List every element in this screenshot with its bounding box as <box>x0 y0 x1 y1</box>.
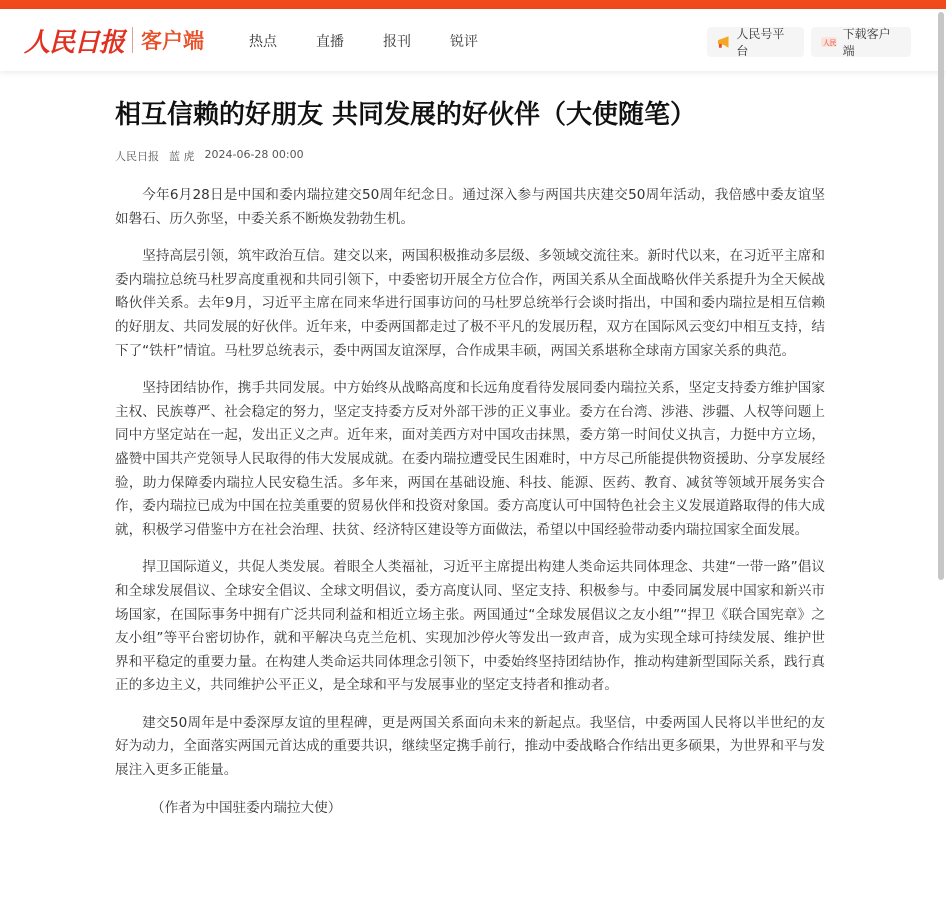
logo-wordmark: 人民日报 <box>24 27 125 58</box>
people-platform-label: 人民号平台 <box>736 27 785 58</box>
article-paragraph: 坚持高层引领，筑牢政治互信。建交以来，两国积极推动多层级、多领域交流往来。新时代以来，在习近平主席和委内瑞拉总统马杜罗高度重视和共同引领下，中委密切开展全方位合作，两国关系从全面战略伙伴关系提升为全天候战略伙伴关系。去年9月，习近平主席在同来华进行国事访问的马杜罗总统举行会谈时指出，中国和委内瑞拉是相互信赖的好朋友、共同发展的好伙伴。近年来，中委两国都走过了极不平凡的发展历程，双方在国际风云变幻中相互支持，结下了“铁杆”情谊。马杜罗总统表示，委中两国友谊深厚，合作成果丰硕，两国关系堪称全球南方国家关系的典范。 <box>115 248 825 359</box>
nav-item-papers[interactable]: 报刊 <box>383 34 411 50</box>
article-author: 蓝 虎 <box>169 150 195 163</box>
megaphone-icon <box>717 36 730 48</box>
nav-item-live[interactable]: 直播 <box>316 34 344 50</box>
svg-text:人民: 人民 <box>822 38 837 47</box>
article-meta <box>115 148 825 164</box>
logo-subtitle: 客户端 <box>141 29 205 53</box>
page-scrollbar[interactable] <box>938 12 944 580</box>
article-datetime: 2024-06-28 00:00 <box>204 148 304 161</box>
logo-divider <box>132 27 133 53</box>
app-logo-icon <box>821 36 837 48</box>
article-paragraph: 建交50周年是中委深厚友谊的里程碑，更是两国关系面向未来的新起点。我坚信，中委两国人民将以半世纪的友好为动力，全面落实两国元首达成的重要共识，继续坚定携手前行，推动中委战略合作结出更多硕果，为世界和平与发展注入更多正能量。 <box>115 714 825 779</box>
article-title: 相互信赖的好朋友 共同发展的好伙伴（大使随笔） <box>115 100 697 130</box>
article-paragraph: 捍卫国际道义，共促人类发展。着眼全人类福祉，习近平主席提出构建人类命运共同体理念、共建“一带一路”倡议和全球发展倡议、全球安全倡议、全球文明倡议，委方高度认同、坚定支持、积极参与。中委同属发展中国家和新兴市场国家，在国际事务中拥有广泛共同利益和相近立场主张。两国通过“全球发展倡议之友小组”“捍卫《联合国宪章》之友小组”等平台密切协作，就和平解决乌克兰危机、实现加沙停火等发出一致声音，成为实现全球可持续发展、维护世界和平稳定的重要力量。在构建人类命运共同体理念引领下，中委始终坚持团结协作，推动构建新型国际关系，践行真正的多边主义，共同维护公平正义，是全球和平与发展事业的坚定支持者和推动者。 <box>115 559 825 694</box>
nav-item-hot[interactable]: 热点 <box>249 34 277 50</box>
site-logo[interactable] <box>24 23 204 57</box>
article <box>115 95 825 820</box>
author-note: （作者为中国驻委内瑞拉大使） <box>151 799 342 816</box>
download-app-label: 下载客户端 <box>842 27 891 58</box>
main-nav <box>249 31 517 51</box>
nav-item-commentary[interactable]: 锐评 <box>450 34 478 50</box>
top-accent-bar <box>0 0 946 9</box>
article-paragraph: 今年6月28日是中国和委内瑞拉建交50周年纪念日。通过深入参与两国共庆建交50周年活动，我倍感中委友谊坚如磐石、历久弥坚，中委关系不断焕发勃勃生机。 <box>115 187 825 227</box>
article-source: 人民日报 <box>115 150 159 163</box>
article-paragraph: 坚持团结协作，携手共同发展。中方始终从战略高度和长远角度看待发展同委内瑞拉关系，坚定支持委方维护国家主权、民族尊严、社会稳定的努力，坚定支持委方反对外部干涉的正义事业。委方在台湾、涉港、涉疆、人权等问题上同中方坚定站在一起，发出正义之声。近年来，面对美西方对中国攻击抹黑，委方第一时间仗义执言，力挺中方立场，盛赞中国共产党领导人民取得的伟大发展成就。在委内瑞拉遭受民生困难时，中方尽己所能提供物资援助、分享发展经验，助力保障委内瑞拉人民安稳生活。多年来，两国在基础设施、科技、能源、医药、教育、减贫等领域开展务实合作，委内瑞拉已成为中国在拉美重要的贸易伙伴和投资对象国。委方高度认可中国特色社会主义发展道路取得的伟大成就，积极学习借鉴中方在社会治理、扶贫、经济特区建设等方面做法，希望以中国经验带动委内瑞拉国家全面发展。 <box>115 380 825 538</box>
people-platform-button[interactable] <box>707 27 804 57</box>
site-header <box>0 9 946 71</box>
download-app-button[interactable] <box>811 27 911 57</box>
